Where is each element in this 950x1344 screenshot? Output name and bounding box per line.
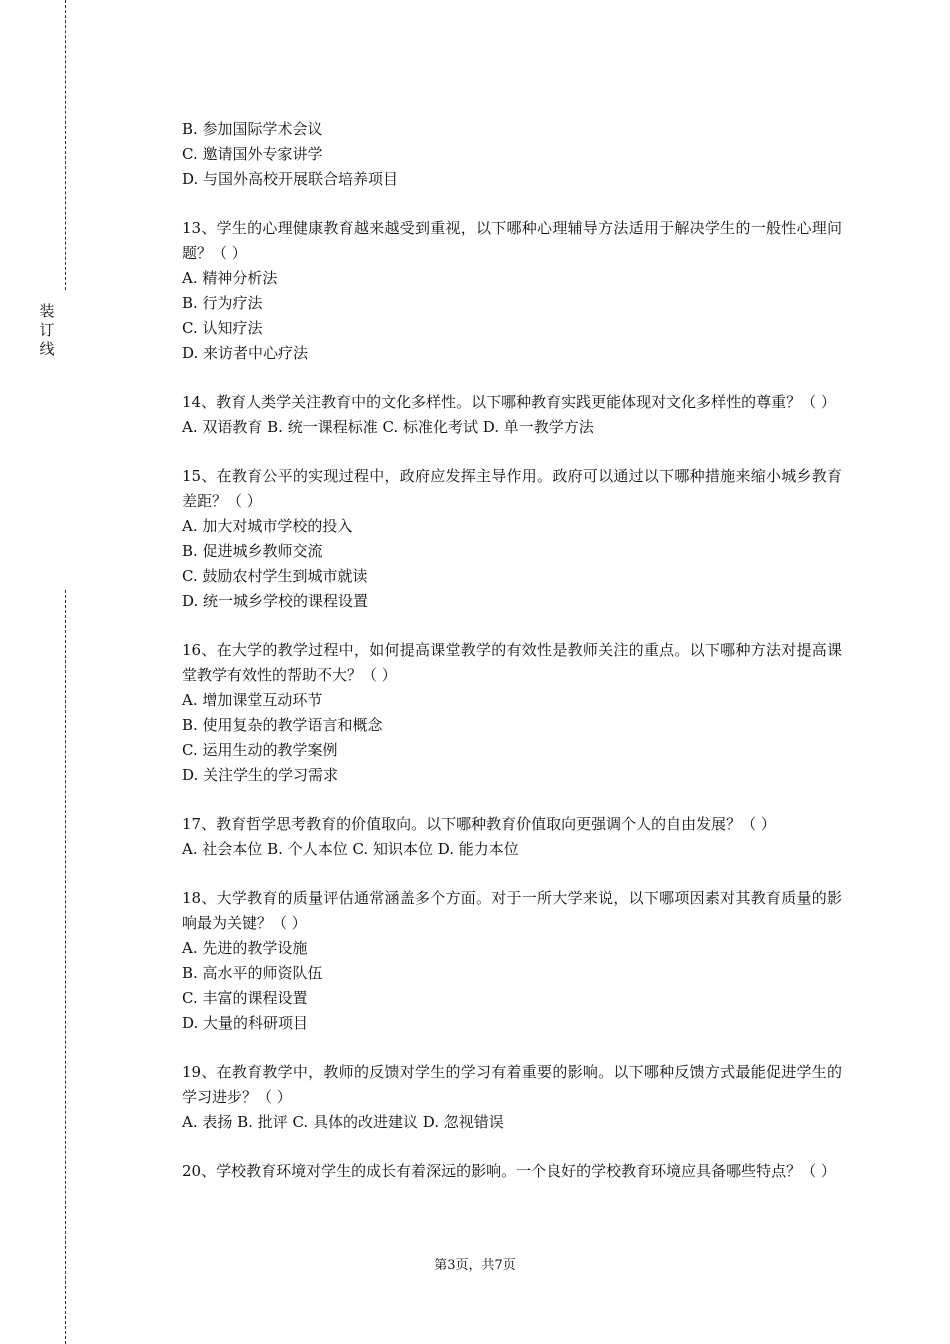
binding-line-top [65,0,66,290]
option: C. 邀请国外专家讲学 [182,145,323,163]
option: C. 鼓励农村学生到城市就读 [182,567,368,585]
option: A. 增加课堂互动环节 [182,691,323,709]
option: A. 加大对城市学校的投入 [182,517,353,535]
question-15 [182,464,842,614]
option: A. 先进的教学设施 [182,939,308,957]
option: A. 精神分析法 [182,269,278,287]
page-number: 第3页，共7页 [434,1258,516,1273]
option: D. 来访者中心疗法 [182,344,309,362]
question-16 [182,638,842,788]
question-13 [182,216,842,366]
question-18 [182,886,842,1036]
option: B. 高水平的师资队伍 [182,964,323,982]
option: B. 使用复杂的教学语言和概念 [182,716,383,734]
option: D. 大量的科研项目 [182,1014,309,1032]
binding-label: 装订线 [39,302,55,358]
question-list [182,117,842,1208]
option: C. 认知疗法 [182,319,263,337]
question-stem: 16、在大学的教学过程中，如何提高课堂教学的有效性是教师关注的重点。以下哪种方法对提高课堂教学有效性的帮助不大？（ ） [182,641,842,684]
option-row: A. 双语教育 B. 统一课程标准 C. 标准化考试 D. 单一教学方法 [182,418,594,436]
option: C. 运用生动的教学案例 [182,741,338,759]
question-stem: 14、教育人类学关注教育中的文化多样性。以下哪种教育实践更能体现对文化多样性的尊重？（ ） [182,393,836,411]
question-stem: 18、大学教育的质量评估通常涵盖多个方面。对于一所大学来说，以下哪项因素对其教育质量的影响最为关键？（ ） [182,889,842,932]
continued-question-12 [182,117,842,192]
option: B. 促进城乡教师交流 [182,542,323,560]
option: B. 行为疗法 [182,294,263,312]
question-stem: 19、在教育教学中，教师的反馈对学生的学习有着重要的影响。以下哪种反馈方式最能促进学生的学习进步？（ ） [182,1063,842,1106]
question-19 [182,1060,842,1135]
option: C. 丰富的课程设置 [182,989,308,1007]
question-17 [182,812,842,862]
option: D. 关注学生的学习需求 [182,766,339,784]
question-stem: 13、学生的心理健康教育越来越受到重视，以下哪种心理辅导方法适用于解决学生的一般性心理问题？（ ） [182,219,842,262]
question-20 [182,1159,842,1184]
question-stem: 20、学校教育环境对学生的成长有着深远的影响。一个良好的学校教育环境应具备哪些特点？（ ） [182,1162,836,1180]
question-14 [182,390,842,440]
option-row: A. 社会本位 B. 个人本位 C. 知识本位 D. 能力本位 [182,840,519,858]
option-row: A. 表扬 B. 批评 C. 具体的改进建议 D. 忽视错误 [182,1113,504,1131]
option: B. 参加国际学术会议 [182,120,323,138]
binding-line-bottom [65,590,66,1344]
question-stem: 17、教育哲学思考教育的价值取向。以下哪种教育价值取向更强调个人的自由发展？（ ） [182,815,776,833]
option: D. 与国外高校开展联合培养项目 [182,170,399,188]
question-stem: 15、在教育公平的实现过程中，政府应发挥主导作用。政府可以通过以下哪种措施来缩小城乡教育差距？（ ） [182,467,842,510]
option: D. 统一城乡学校的课程设置 [182,592,369,610]
